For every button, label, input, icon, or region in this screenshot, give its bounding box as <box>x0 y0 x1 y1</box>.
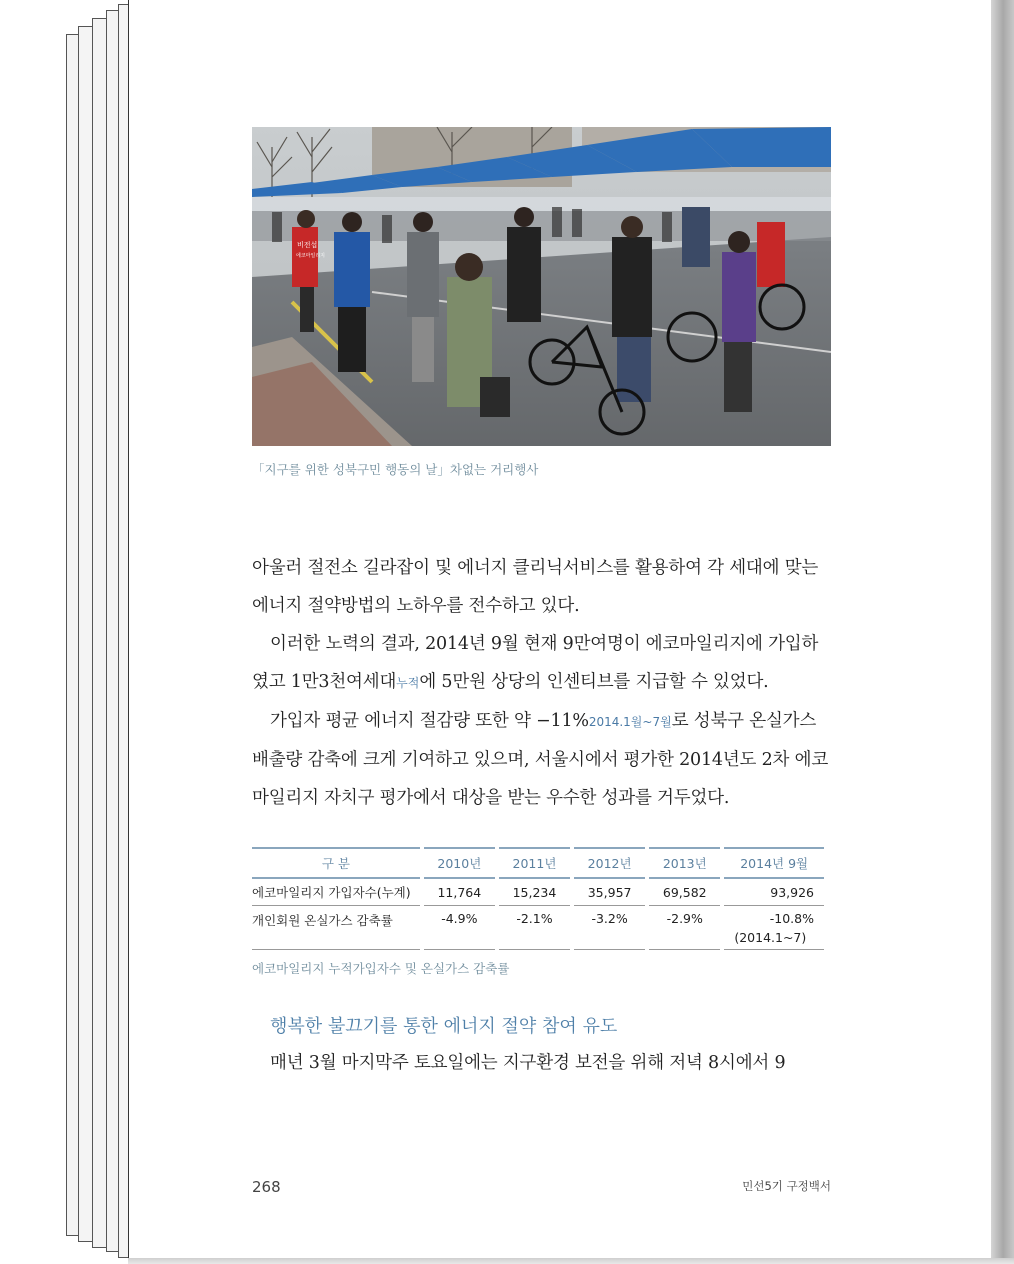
table-header: 2010년 <box>424 847 495 879</box>
table-header: 2011년 <box>499 847 570 879</box>
page-shadow-bottom <box>128 1258 1014 1264</box>
paragraph-1: 아울러 절전소 길라잡이 및 에너지 클리닉서비스를 활용하여 각 세대에 맞는 에너지 절약방법의 노하우를 전수하고 있다. <box>252 558 819 616</box>
page-shadow <box>990 0 1014 1264</box>
section-body <box>252 1044 832 1082</box>
table-row <box>252 906 824 950</box>
table-cell: 15,234 <box>499 879 570 906</box>
table-cell <box>724 906 824 950</box>
vest-sub-label: 에코마일리지 <box>296 253 325 259</box>
cell-value: -10.8% <box>769 911 814 926</box>
table-cell: 69,582 <box>649 879 720 906</box>
paragraph-3: 가입자 평균 에너지 절감량 또한 약 −11%2014.1월~7월로 성북구 온실가스 배출량 감축에 크게 기여하고 있으며, 서울시에서 평가한 2014년도 2차 에코마일리지 자치구 평가에서 대상을 받는 우수한 성과를 거두었다. <box>252 711 829 808</box>
table-cell: -4.9% <box>424 906 495 950</box>
table-header: 구 분 <box>252 847 420 879</box>
event-photo <box>252 127 831 446</box>
table-header: 2012년 <box>574 847 645 879</box>
body-text <box>252 549 832 817</box>
note-period: 2014.1월~7월 <box>588 715 672 729</box>
paragraph-4: 매년 3월 마지막주 토요일에는 지구환경 보전을 위해 저녁 8시에서 9 <box>270 1053 786 1073</box>
table-cell: 93,926 <box>724 879 824 906</box>
vest-label: 비전섭 <box>297 241 318 249</box>
row-label: 개인회원 온실가스 감축률 <box>252 906 420 950</box>
table-cell: 11,764 <box>424 879 495 906</box>
table-caption: 에코마일리지 누적가입자수 및 온실가스 감축률 <box>252 961 510 976</box>
table-header: 2014년 9월 <box>724 847 824 879</box>
table-cell: -2.9% <box>649 906 720 950</box>
photo-caption: 「지구를 위한 성북구민 행동의 날」차없는 거리행사 <box>252 462 539 477</box>
eco-mileage-table <box>248 847 828 950</box>
paragraph-2: 이러한 노력의 결과, 2014년 9월 현재 9만여명이 에코마일리지에 가입하였고 1만3천여세대누적에 5만원 상당의 인센티브를 지급할 수 있었다. <box>252 634 819 692</box>
table-cell: -2.1% <box>499 906 570 950</box>
table-cell: -3.2% <box>574 906 645 950</box>
section-heading: 행복한 불끄기를 통한 에너지 절약 참여 유도 <box>270 1016 618 1037</box>
table-cell: 35,957 <box>574 879 645 906</box>
table-header-row <box>252 847 824 879</box>
table-row <box>252 879 824 906</box>
page-number: 268 <box>252 1178 281 1196</box>
row-label: 에코마일리지 가입자수(누계) <box>252 879 420 906</box>
cell-note: (2014.1~7) <box>734 930 807 945</box>
book-title: 민선5기 구정백서 <box>742 1179 831 1193</box>
note-cumulative: 누적 <box>396 676 420 690</box>
table-header: 2013년 <box>649 847 720 879</box>
